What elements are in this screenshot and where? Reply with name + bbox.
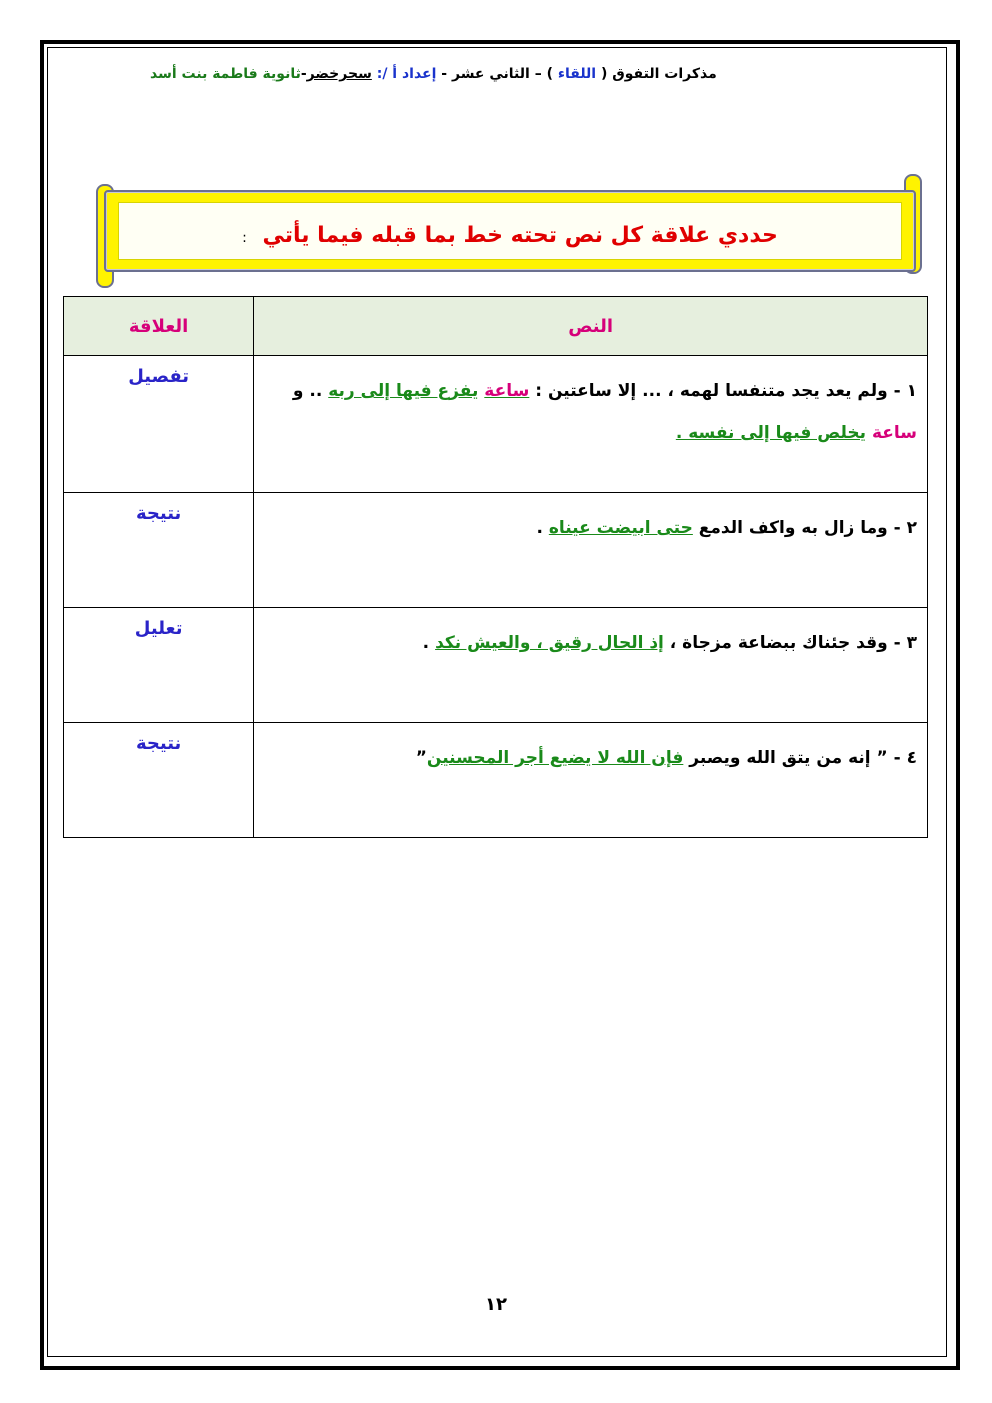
page-number: ١٢ bbox=[485, 1294, 507, 1315]
table-row bbox=[64, 493, 928, 608]
row-plain-text: ” إنه من يتق الله ويصبر bbox=[689, 748, 888, 768]
header-part2: ) – الثاني عشر - bbox=[441, 66, 553, 82]
page-header bbox=[150, 66, 770, 90]
table-row bbox=[64, 608, 928, 723]
row-number: ٣ - bbox=[893, 633, 917, 653]
row-end-punct: . bbox=[422, 633, 430, 653]
row-number: ١ - bbox=[893, 381, 917, 401]
row-highlight-word-2: ساعة bbox=[871, 423, 917, 443]
exercise-title-text: حددي علاقة كل نص تحته خط بما قبله فيما يأتي bbox=[262, 223, 778, 248]
row-number: ٢ - bbox=[893, 518, 917, 538]
row-text-cell bbox=[254, 356, 928, 493]
header-school: ثانوية فاطمة بنت أسد bbox=[150, 66, 301, 82]
row-underlined-text-2: يخلص فيها إلى نفسه . bbox=[675, 423, 867, 443]
row-text-cell bbox=[254, 723, 928, 838]
header-sep: - bbox=[300, 66, 307, 82]
exercise-title-colon: : bbox=[242, 230, 247, 246]
exercise-title bbox=[119, 223, 901, 248]
header-prep-label: إعداد أ /: bbox=[376, 66, 437, 82]
scroll-body bbox=[104, 190, 916, 272]
row-relation-cell: نتيجة bbox=[64, 723, 254, 838]
row-end-punct: . bbox=[536, 518, 543, 538]
row-plain-text: وما زال به واكف الدمع bbox=[698, 518, 888, 538]
table-row bbox=[64, 723, 928, 838]
row-underlined-text: إذ الحال رقيق ، والعيش نكد bbox=[435, 633, 664, 653]
header-paren-text: اللقاء bbox=[557, 66, 597, 82]
row-plain-text: ولم يعد يجد متنفسا لهمه ، ... إلا ساعتين : bbox=[535, 381, 888, 401]
row-plain-text: وقد جئناك ببضاعة مزجاة ، bbox=[669, 633, 888, 653]
row-relation-cell: نتيجة bbox=[64, 493, 254, 608]
table-header-row bbox=[64, 297, 928, 356]
header-relation: العلاقة bbox=[64, 297, 254, 356]
header-author: سحرخضر bbox=[306, 66, 372, 82]
row-plain-text-2: .. و bbox=[292, 381, 323, 401]
table-row bbox=[64, 356, 928, 493]
row-highlight-word: ساعة bbox=[484, 381, 530, 401]
scroll-inner bbox=[118, 202, 902, 260]
row-end-punct: ” bbox=[415, 748, 427, 768]
header-part1: مذكرات التفوق ( bbox=[600, 66, 717, 82]
title-scroll-banner bbox=[96, 178, 922, 286]
row-underlined-text: يفزع فيها إلى ربه bbox=[328, 381, 479, 401]
relations-table bbox=[63, 296, 928, 838]
row-relation-cell: تعليل bbox=[64, 608, 254, 723]
row-underlined-text: فإن الله لا يضيع أجر المحسنين bbox=[426, 748, 684, 768]
row-underlined-text: حتى ابيضت عيناه bbox=[548, 518, 693, 538]
row-number: ٤ - bbox=[893, 748, 917, 768]
row-text-cell bbox=[254, 493, 928, 608]
header-text: النص bbox=[254, 297, 928, 356]
row-text-cell bbox=[254, 608, 928, 723]
row-relation-cell: تفصيل bbox=[64, 356, 254, 493]
